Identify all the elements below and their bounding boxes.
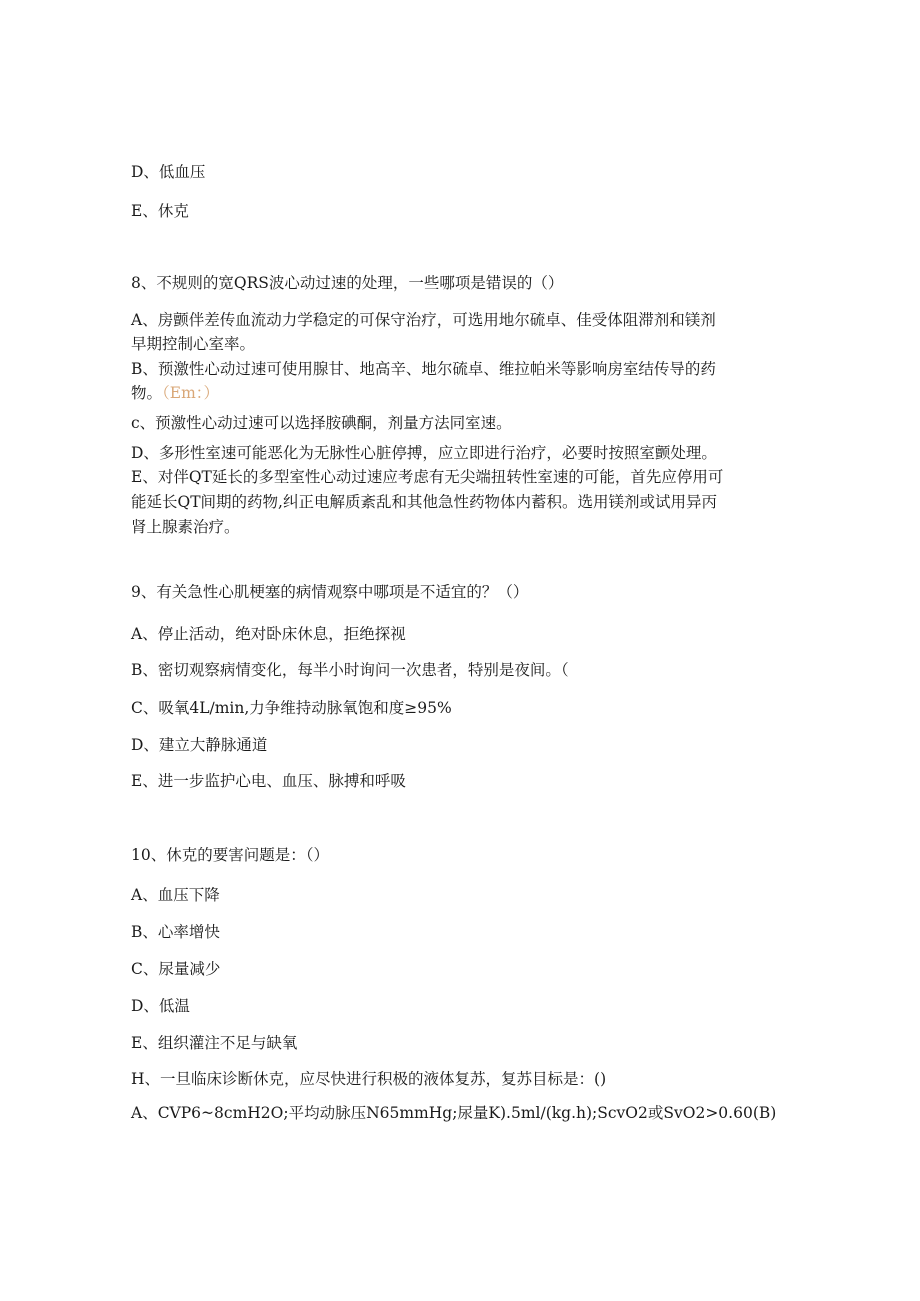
option-q10-e: E、组织灌注不足与缺氧 — [131, 1034, 298, 1052]
option-q10-b: B、心率增快 — [131, 923, 220, 941]
question-11-stem: H、一旦临床诊断休克，应尽快进行积极的液体复苏，复苏目标是：() — [131, 1070, 607, 1088]
option-q8-b-line1: B、预激性心动过速可使用腺甘、地高辛、地尔硫卓、维拉帕米等影响房室结传导的药 — [131, 360, 716, 378]
option-q8-a-line1: A、房颤伴差传血流动力学稳定的可保守治疗，可选用地尔硫卓、佳受体阻滞剂和镁剂 — [131, 311, 716, 329]
option-q8-d: D、多形性室速可能恶化为无脉性心脏停搏，应立即进行治疗，必要时按照室颤处理。 — [131, 444, 717, 462]
option-q9-e: E、进一步监护心电、血压、脉搏和呼吸 — [131, 772, 406, 790]
option-q7-e: E、休克 — [131, 202, 189, 220]
option-q9-d: D、建立大静脉通道 — [131, 736, 268, 754]
option-q9-b: B、密切观察病情变化，每半小时询问一次患者，特别是夜间。（ — [131, 661, 569, 679]
option-q9-a: A、停止活动，绝对卧床休息，拒绝探视 — [131, 625, 406, 643]
option-q7-d: D、低血压 — [131, 163, 206, 181]
option-q10-d: D、低温 — [131, 997, 190, 1015]
option-q8-e-line1: E、对伴QT延长的多型室性心动过速应考虑有无尖端扭转性室速的可能，首先应停用可 — [131, 468, 724, 486]
option-q8-e-line3: 肾上腺素治疗。 — [131, 518, 240, 536]
option-q10-c: C、尿量减少 — [131, 960, 221, 978]
option-q8-e-line2: 能延长QT间期的药物,纠正电解质紊乱和其他急性药物体内蓄积。选用镁剂或试用异丙 — [131, 493, 717, 511]
option-q8-a-line2: 早期控制心室率。 — [131, 335, 256, 353]
question-9-stem: 9、有关急性心肌梗塞的病情观察中哪项是不适宜的？（） — [131, 583, 529, 601]
option-q10-a: A、血压下降 — [131, 886, 220, 904]
answer-note: （Em：） — [162, 384, 220, 402]
question-8-stem: 8、不规则的宽QRS波心动过速的处理，一些哪项是错误的（） — [131, 274, 564, 292]
option-q8-c: c、预激性心动过速可以选择胺碘酮，剂量方法同室速。 — [131, 414, 512, 432]
option-q11-a: A、CVP6~8cmH2O;平均动脉压N65mmHg;尿量K).5ml∕(kg.h);ScvO2或SvO2>0.60(B) — [131, 1104, 777, 1122]
option-q8-b-line2 — [131, 383, 219, 403]
option-q9-c: C、吸氧4L∕min,力争维持动脉氧饱和度≥95% — [131, 699, 452, 717]
option-q8-b-text: 物。 — [131, 384, 163, 402]
question-10-stem: 10、休克的要害问题是：（） — [131, 846, 329, 864]
